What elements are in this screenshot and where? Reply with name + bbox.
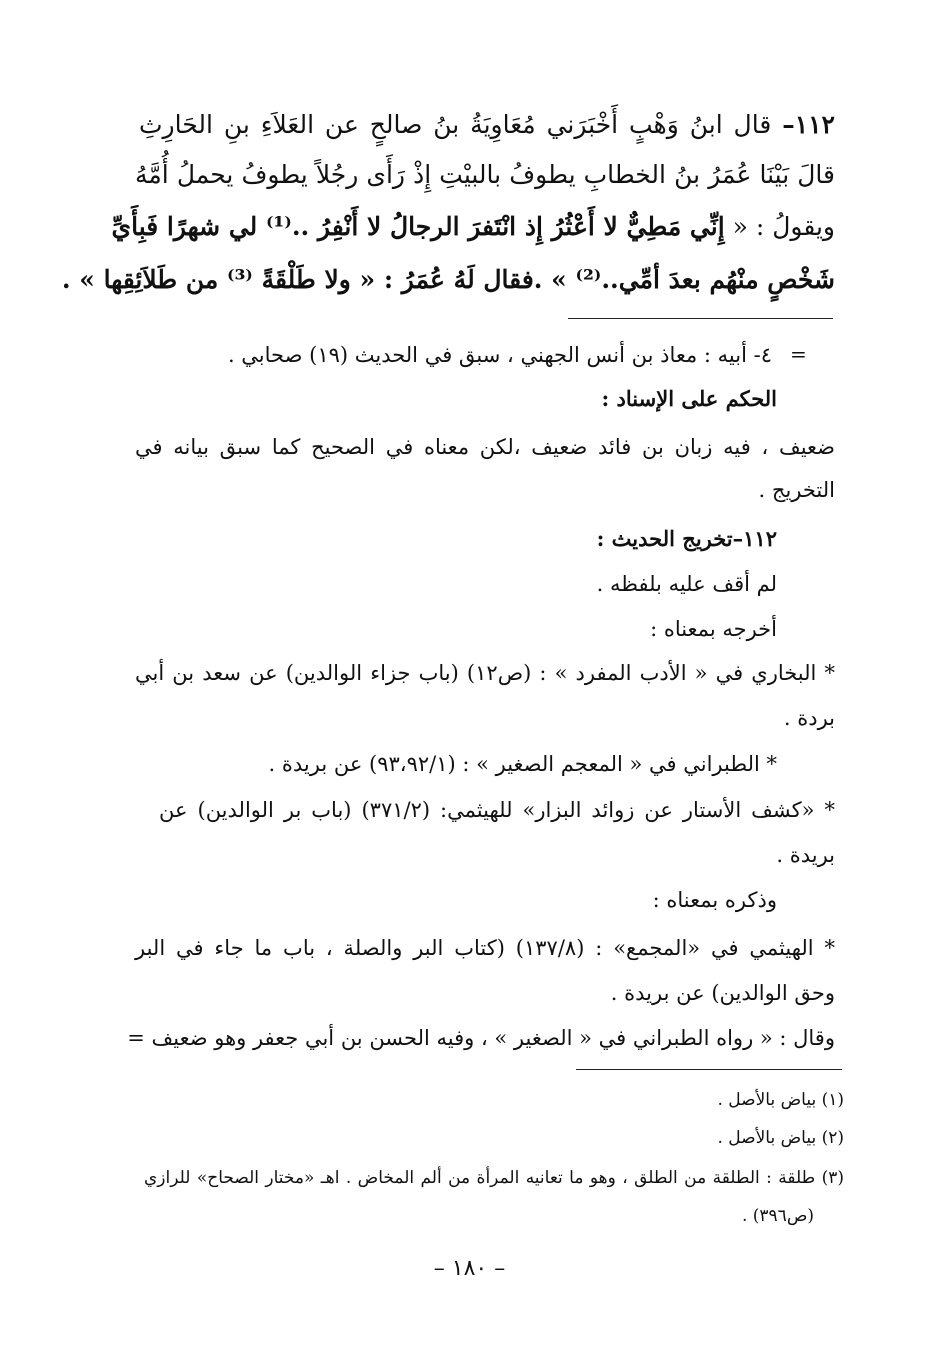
footnote-1: (١) بياض بالأصل . [717,1090,844,1110]
takhrij-line-1: لم أقف عليه بلفظه . [596,572,777,596]
takhrij-line-4: بردة . [783,706,835,730]
takhrij-line-6: * «كشف الأستار عن زوائد البزار» للهيثمي: (٣٧١/٢) (باب بر الوالدين) عن [159,798,835,822]
takhrij-line-2: أخرجه بمعناه : [650,617,777,641]
footnote-3-line-2: (ص٣٩٦) . [741,1206,814,1226]
footnote-2: (٢) بياض بالأصل . [717,1128,844,1148]
takhrij-heading: ١١٢–تخريج الحديث : [596,526,777,551]
hadith-line-2: قالَ بَيْنَا عُمَرُ بنُ الخطابِ يطوفُ بالبيْتِ إِذْ رَأَى رجُلاً يطوفُ يحملُ أُمَّهُ [135,160,835,189]
hadith-line-3-plain: ويقولُ : « [732,212,835,241]
takhrij-line-10: وحق الوالدين) عن بريدة . [610,981,835,1005]
hadith-line-4: شَخْصٍ منْهُم بعدَ أمِّي..⁽²⁾ » .فقال لَهُ عُمَرُ : « ولا طَلْقَةً ⁽³⁾ من طَلاَئِقِها » . [61,265,835,294]
footnote-3-line-1: (٣) طلقة : الطلقة من الطلق ، وهو ما تعانيه المرأة من ألم المخاض . اهـ «مختار الصحاح» للرازي [144,1168,844,1188]
ruling-line-2: التخريج . [758,478,835,502]
takhrij-line-7: بريدة . [776,843,835,867]
footnote-separator [576,1069,842,1070]
continuation-marker: = [790,342,807,366]
takhrij-line-3: * البخاري في « الأدب المفرد » : (ص١٢) (باب جزاء الوالدين) عن سعد بن أبي [135,661,835,685]
takhrij-line-5: * الطبراني في « المعجم الصغير » : (٩٣،٩٢/١) عن بريدة . [268,752,777,776]
hadith-number: ١١٢– [782,110,835,139]
takhrij-line-8: وذكره بمعناه : [652,888,777,912]
hadith-line-3 [111,212,835,242]
hadith-line-3-bold: إِنِّي مَطِيٌّ لا أَعْثُرُ إِذ انْتَفرَ الرجالُ لا أَنْفِرُ ..⁽¹⁾ لي شهرًا فَبِأَيِّ [111,212,725,241]
takhrij-line-11: وقال : « رواه الطبراني في « الصغير » ، وفيه الحسن بن أبي جعفر وهو ضعيف = [127,1026,835,1050]
takhrij-line-9: * الهيثمي في «المجمع» : (١٣٧/٨) (كتاب البر والصلة ، باب ما جاء في البر [135,936,835,960]
separator-rule [568,318,833,319]
hadith-line-1 [139,110,835,140]
ruling-heading: الحكم على الإسناد : [601,386,777,411]
ruling-line-1: ضعيف ، فيه زبان بن فائد ضعيف ،لكن معناه في الصحيح كما سبق بيانه في [135,435,835,459]
hadith-line-1-text: قال ابنُ وَهْبٍ أَخْبَرَني مُعَاوِيَةُ بنُ صالحٍ عن العَلاَءِ بنِ الحَارِثِ [139,110,772,139]
page-number: – ١٨٠ – [433,1256,506,1281]
continuation-line: ٤- أبيه : معاذ بن أنس الجهني ، سبق في الحديث (١٩) صحابي . [227,343,772,367]
